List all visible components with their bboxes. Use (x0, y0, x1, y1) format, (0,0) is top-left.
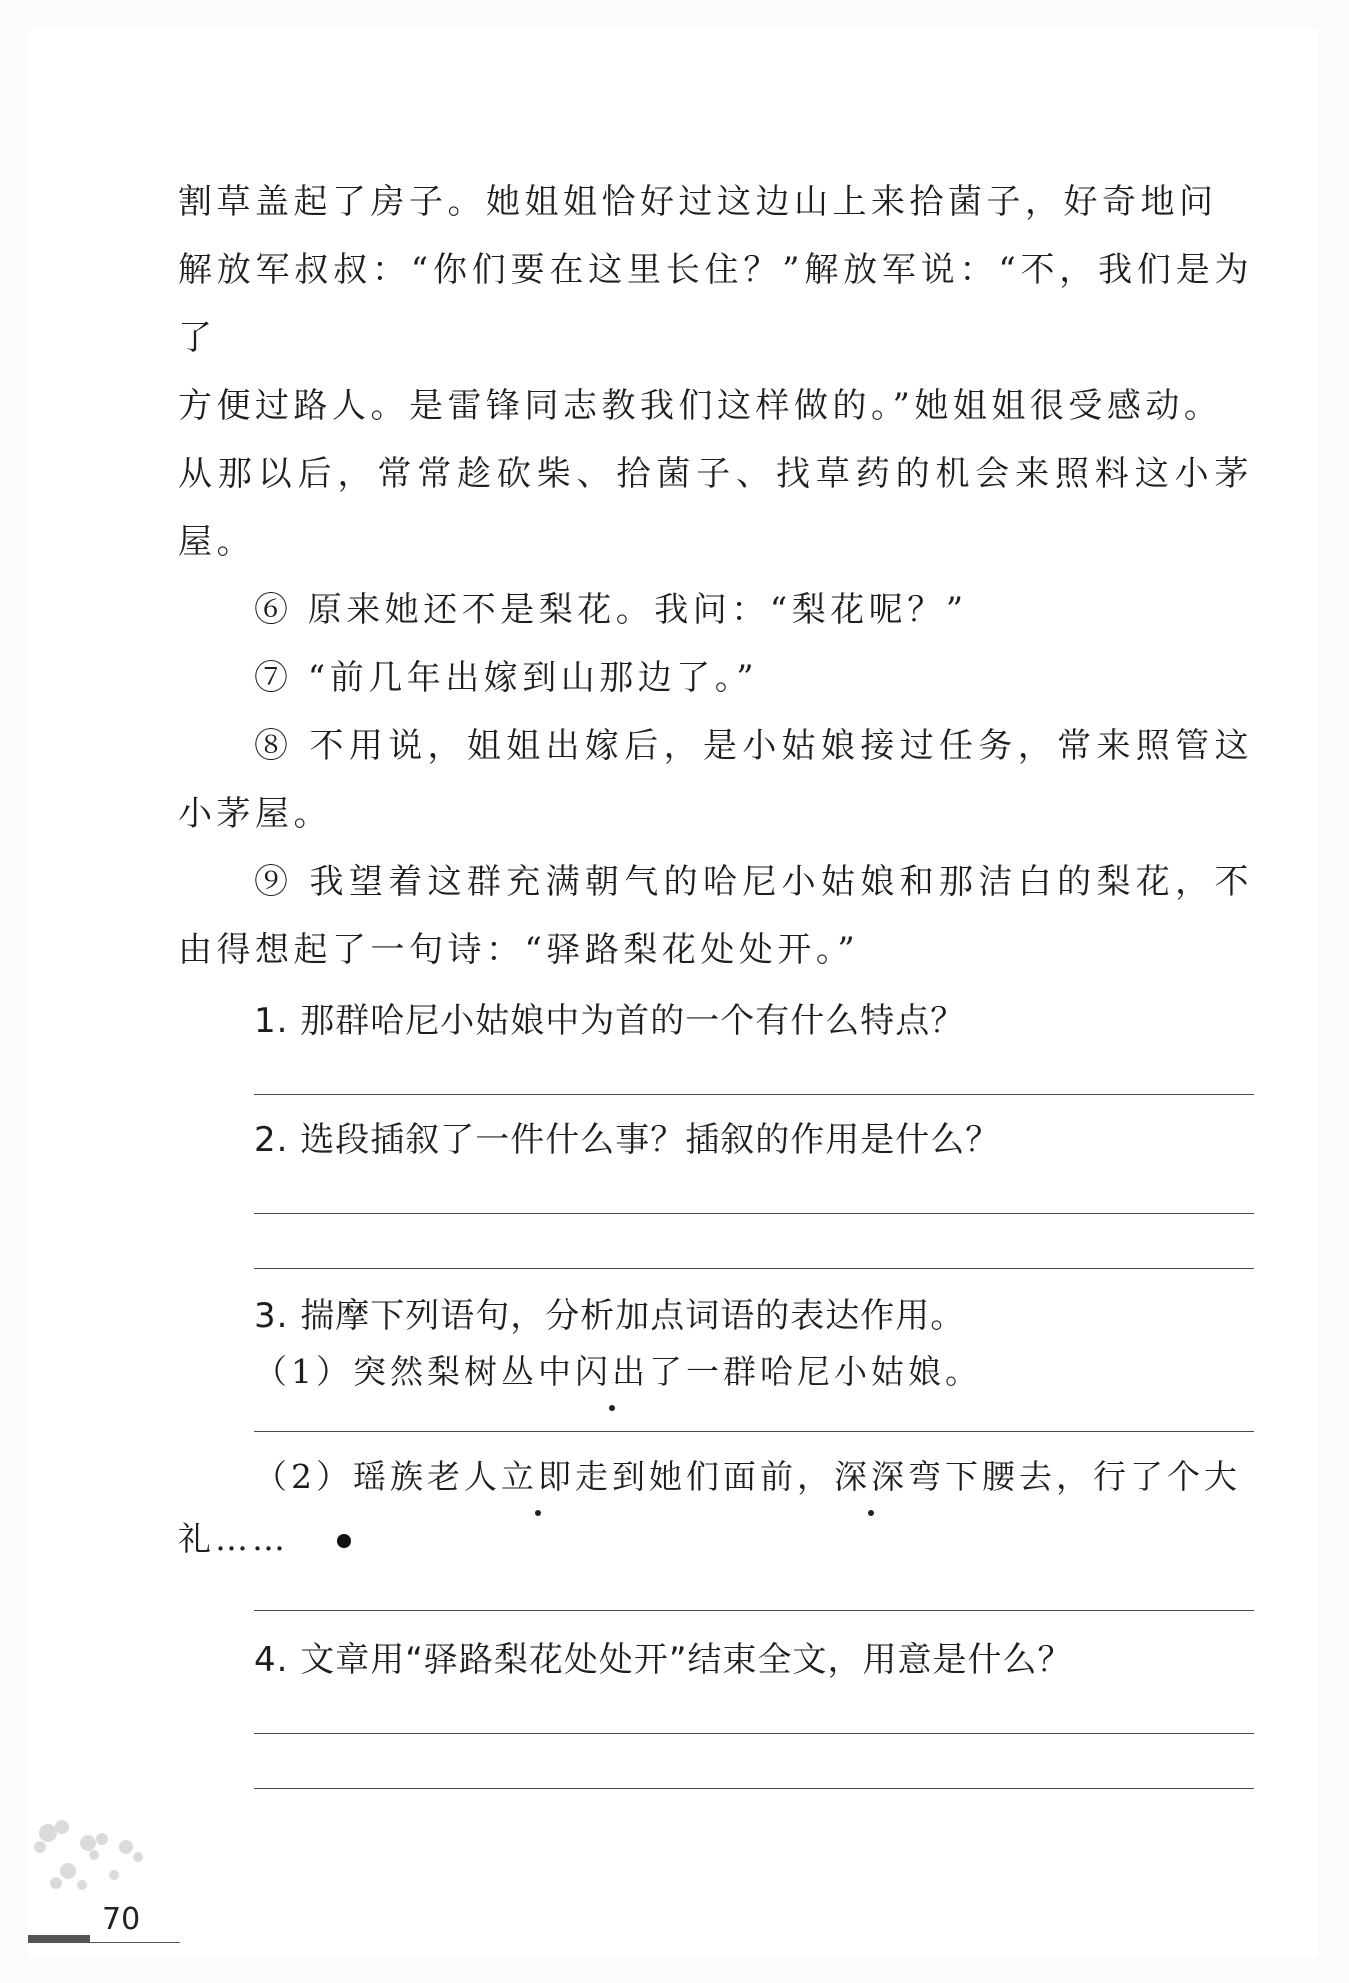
ink-dot-mark (337, 1534, 351, 1548)
q3-2-text: （2）瑶族老人 (254, 1457, 501, 1496)
passage (178, 168, 1253, 984)
q3-2-text: 弯下腰去，行了个大 (908, 1457, 1241, 1496)
paragraph-7: ⑦ “前几年出嫁到山那边了。” (254, 658, 759, 698)
flower-decoration-icon (28, 1813, 158, 1903)
question-2: 2. 选段插叙了一件什么事？插叙的作用是什么？ (254, 1120, 1001, 1160)
passage-line: 从那以后，常常趁砍柴、拾菌子、找草药的机会来照料这小茅屋。 (178, 454, 1253, 562)
paragraph-8: ⑧ 不用说，姐姐出嫁后，是小姑娘接过任务，常来照管这小茅屋。 (178, 726, 1253, 834)
q3-1-text: 了一群哈尼小姑娘。 (649, 1352, 982, 1391)
dotted-word: 深深 (834, 1446, 908, 1508)
question-3-item-2 (178, 1446, 1253, 1570)
q3-2-text: 礼…… (178, 1519, 289, 1558)
dotted-word: 立即 (501, 1446, 575, 1508)
dotted-word: 闪出 (575, 1341, 649, 1403)
page-number: 70 (102, 1902, 141, 1937)
question-3-item-1 (178, 1341, 1253, 1403)
paragraph-9: ⑨ 我望着这群充满朝气的哈尼小姑娘和那洁白的梨花，不由得想起了一句诗：“驿路梨花处处开。” (178, 862, 1253, 970)
answer-line[interactable] (254, 1788, 1254, 1789)
question-1: 1. 那群哈尼小姑娘中为首的一个有什么特点？ (254, 1001, 966, 1041)
q3-1-text: （1）突然梨树丛中 (254, 1352, 575, 1391)
passage-line: 解放军叔叔：“你们要在这里长住？”解放军说：“不，我们是为了 (178, 250, 1253, 358)
page-bar (28, 1935, 90, 1943)
question-3: 3. 揣摩下列语句，分析加点词语的表达作用。 (254, 1296, 966, 1336)
page-rule (90, 1942, 180, 1944)
question-4: 4. 文章用“驿路梨花处处开”结束全文，用意是什么？ (254, 1640, 1073, 1680)
passage-line: 割草盖起了房子。她姐姐恰好过这边山上来拾菌子，好奇地问 (178, 182, 1218, 222)
paragraph-6: ⑥ 原来她还不是梨花。我问：“梨花呢？” (254, 590, 968, 630)
page-footer (28, 1813, 158, 1953)
q3-2-text: 走到她们面前， (575, 1457, 834, 1496)
page (28, 28, 1318, 1958)
content (178, 168, 1253, 1789)
passage-line: 方便过路人。是雷锋同志教我们这样做的。”她姐姐很受感动。 (178, 386, 1223, 426)
